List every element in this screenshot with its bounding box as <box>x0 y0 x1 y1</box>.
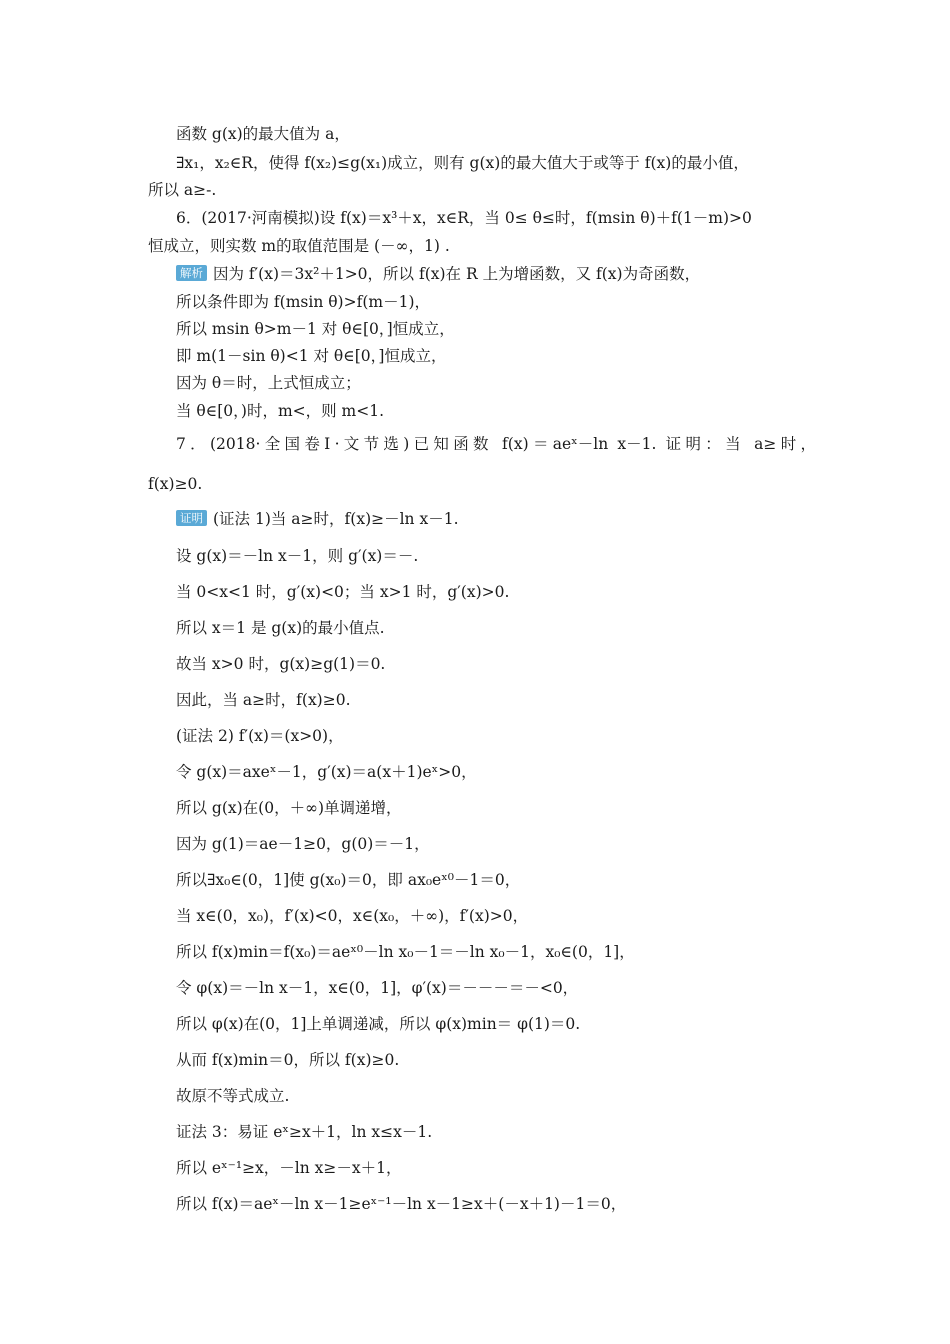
analysis-line <box>176 263 700 285</box>
text-line: 故当 x>0 时，g(x)≥g(1)＝0. <box>176 655 386 673</box>
text-line: 因为 f′(x)＝3x²＋1>0，所以 f(x)在 R 上为增函数，又 f(x)为奇函数， <box>213 265 701 283</box>
text-line: 从而 f(x)min＝0，所以 f(x)≥0. <box>176 1051 400 1069</box>
text-line: ∃x₁，x₂∈R，使得 f(x₂)≤g(x₁)成立，则有 g(x)的最大值大于或等于 f(x)的最小值， <box>176 154 749 172</box>
analysis-badge: 解析 <box>176 265 207 281</box>
text-line: 即 m(1－sin θ)<1 对 θ∈[0，]恒成立， <box>176 347 447 365</box>
text-line: 当 0<x<1 时，g′(x)<0；当 x>1 时，g′(x)>0. <box>176 583 510 601</box>
text-line: 所以 eˣ⁻¹≥x，－ln x≥－x＋1， <box>176 1159 402 1177</box>
text-line: 因为 θ＝时，上式恒成立； <box>176 374 361 392</box>
text-line: 所以 f(x)min＝f(x₀)＝aeˣ⁰－ln x₀－1＝－ln x₀－1，x₀∈(0，1]， <box>176 943 635 961</box>
text-line: 所以 f(x)＝aeˣ－ln x－1≥eˣ⁻¹－ln x－1≥x＋(－x＋1)－1＝0， <box>176 1195 627 1213</box>
text-line: 令 g(x)＝axeˣ－1，g′(x)＝a(x＋1)eˣ>0， <box>176 763 477 781</box>
text-line: 所以 a≥-. <box>148 181 217 199</box>
text-line: 令 φ(x)＝－ln x－1，x∈(0，1]，φ′(x)＝－－－＝－<0， <box>176 979 579 997</box>
text-line: 所以 msin θ>m－1 对 θ∈[0，]恒成立， <box>176 320 455 338</box>
text-line: 证法 3：易证 eˣ≥x＋1，ln x≤x－1. <box>176 1123 433 1141</box>
text-line: 所以条件即为 f(msin θ)>f(m－1)， <box>176 293 430 311</box>
proof-line <box>176 508 459 530</box>
text-line: 所以 φ(x)在(0，1]上单调递减，所以 φ(x)min＝ φ(1)＝0. <box>176 1015 581 1033</box>
problem-6-line: 6．(2017·河南模拟)设 f(x)＝x³＋x，x∈R，当 0≤ θ≤时，f(msin θ)＋f(1－m)>0 <box>176 209 752 227</box>
text-line: 因为 g(1)＝ae－1≥0，g(0)＝－1， <box>176 835 430 853</box>
text-line: 函数 g(x)的最大值为 a， <box>176 125 350 143</box>
text-line: 设 g(x)＝－ln x－1，则 g′(x)＝－. <box>176 547 419 565</box>
text-line: (证法 2) f′(x)＝(x>0)， <box>176 727 344 745</box>
text-line: 所以∃x₀∈(0，1]使 g(x₀)＝0，即 ax₀eˣ⁰－1＝0， <box>176 871 521 889</box>
text-line: 所以 g(x)在(0，＋∞)单调递增， <box>176 799 402 817</box>
text-line: (证法 1)当 a≥时，f(x)≥－ln x－1. <box>213 510 459 528</box>
text-line: 所以 x＝1 是 g(x)的最小值点. <box>176 619 385 637</box>
text-line: 当 θ∈[0，)时，m<，则 m<1. <box>176 402 385 420</box>
text-line: 当 x∈(0，x₀)，f′(x)<0，x∈(x₀，＋∞)，f′(x)>0， <box>176 907 529 925</box>
problem-6-answer-line: 恒成立，则实数 m的取值范围是 (－∞，1) . <box>148 237 450 255</box>
problem-7-line: 7．(2018·全国卷Ⅰ·文节选)已知函数 f(x)＝aeˣ－ln x－1. 证明：当 a≥时， <box>176 435 816 453</box>
text-line: 故原不等式成立. <box>176 1087 290 1105</box>
text-line: 因此，当 a≥时，f(x)≥0. <box>176 691 351 709</box>
text-line: f(x)≥0. <box>148 475 203 493</box>
proof-badge: 证明 <box>176 510 207 526</box>
